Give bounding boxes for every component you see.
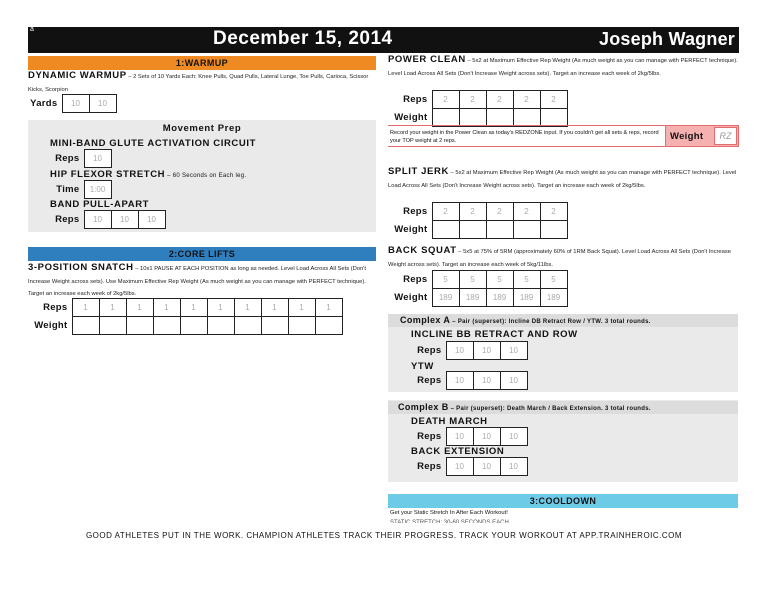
weight-cell[interactable]	[234, 317, 261, 335]
ytw-table	[410, 371, 528, 390]
reps-cell[interactable]: 10	[446, 428, 473, 446]
power-clean-table	[388, 90, 568, 127]
movement-prep-title: Movement Prep	[162, 123, 242, 134]
weight-label: Weight	[394, 224, 428, 235]
reps-cell[interactable]: 10	[138, 211, 165, 229]
reps-cell[interactable]: 10	[446, 372, 473, 390]
weight-cell[interactable]	[513, 221, 540, 239]
weight-cell[interactable]: 189	[432, 289, 459, 307]
power-clean-block	[388, 54, 738, 80]
reps-label: Reps	[417, 375, 442, 386]
snatch-block	[28, 262, 376, 301]
hip-flexor-desc: – 60 Seconds on Each leg.	[165, 173, 247, 179]
athlete-name: Joseph Wagner	[599, 29, 735, 49]
reps-label: Reps	[403, 94, 428, 105]
back-extension-title: BACK EXTENSION	[411, 446, 505, 457]
reps-label: Reps	[403, 206, 428, 217]
reps-cell[interactable]: 1	[99, 299, 126, 317]
incline-row-table	[410, 341, 528, 360]
weight-cell[interactable]	[486, 109, 513, 127]
footer-tagline: GOOD ATHLETES PUT IN THE WORK. CHAMPION ATHLETES TRACK THEIR PROGRESS. TRACK YOUR WORKOUT AT APP.TRAINHEROIC.COM	[85, 531, 683, 540]
death-march-table	[410, 427, 528, 446]
ytw-title: YTW	[411, 361, 434, 372]
back-squat-table	[388, 270, 568, 307]
back-squat-block	[388, 245, 740, 271]
weight-cell[interactable]	[432, 109, 459, 127]
weight-cell[interactable]	[432, 221, 459, 239]
power-clean-desc: – 5x2 at Maximum Effective Rep Weight (As much weight as you can manage with PERFECT technique). Level Load Across All Sets (Don't Increase Weight across sets). Target an increase each week of 2kg/5lbs.	[388, 58, 738, 77]
complex-a-header	[388, 314, 738, 327]
reps-label: Reps	[417, 431, 442, 442]
weight-cell[interactable]	[486, 221, 513, 239]
reps-cell[interactable]: 10	[446, 458, 473, 476]
reps-label: Reps	[55, 153, 80, 164]
reps-cell[interactable]: 1	[207, 299, 234, 317]
time-label: Time	[56, 184, 80, 195]
weight-cell[interactable]	[540, 109, 567, 127]
death-march-title: DEATH MARCH	[411, 416, 488, 427]
snatch-desc: – 10x1 PAUSE AT EACH POSITION as long as needed. Level Load Across All Sets (Don't Increase Weight across sets). Use Maximum Effective Rep Weight (As much weight as you can manage with PERFECT technique). Target an increase each week of 2kg/5lbs.	[28, 266, 367, 297]
weight-label: Weight	[34, 320, 68, 331]
reps-cell[interactable]: 10	[446, 342, 473, 360]
weight-cell[interactable]: 189	[459, 289, 486, 307]
reps-cell[interactable]: 1	[180, 299, 207, 317]
incline-row-title: INCLINE BB RETRACT AND ROW	[411, 329, 578, 340]
weight-cell[interactable]	[540, 221, 567, 239]
band-reps-table	[48, 210, 166, 229]
weight-cell[interactable]	[180, 317, 207, 335]
complex-a-desc: – Pair (superset): Incline DB Retract Row / YTW. 3 total rounds.	[450, 319, 651, 325]
reps-cell[interactable]: 2	[459, 91, 486, 109]
hip-flexor-block	[50, 169, 246, 180]
complex-b-header	[388, 401, 738, 414]
reps-cell[interactable]: 10	[84, 211, 111, 229]
weight-cell[interactable]	[315, 317, 342, 335]
page-header	[28, 27, 739, 53]
weight-cell[interactable]	[459, 221, 486, 239]
weight-label: Weight	[394, 112, 428, 123]
reps-cell[interactable]: 1	[234, 299, 261, 317]
weight-cell[interactable]	[126, 317, 153, 335]
split-jerk-table	[388, 202, 568, 239]
workout-date: December 15, 2014	[213, 28, 393, 49]
reps-label: Reps	[55, 214, 80, 225]
reps-cell[interactable]: 2	[432, 91, 459, 109]
reps-label: Reps	[417, 345, 442, 356]
reps-cell[interactable]: 1	[153, 299, 180, 317]
weight-cell[interactable]: 189	[540, 289, 567, 307]
yards-cell[interactable]: 10	[89, 95, 116, 113]
yards-table	[28, 94, 117, 113]
reps-cell[interactable]: 2	[540, 203, 567, 221]
reps-cell[interactable]: 2	[459, 203, 486, 221]
weight-cell[interactable]: 189	[513, 289, 540, 307]
complex-b-title: Complex B	[398, 402, 449, 412]
weight-cell[interactable]	[513, 109, 540, 127]
warmup-section-bar: 1:WARMUP	[28, 56, 376, 70]
back-squat-title: BACK SQUAT	[388, 245, 457, 256]
reps-cell[interactable]: 2	[486, 91, 513, 109]
miniband-table	[48, 149, 112, 168]
reps-cell[interactable]: 1	[315, 299, 342, 317]
reps-label: Reps	[403, 274, 428, 285]
reps-cell[interactable]: 10	[111, 211, 138, 229]
snatch-table	[28, 298, 343, 335]
band-pull-apart-title: BAND PULL-APART	[50, 199, 150, 210]
reps-cell[interactable]: 1	[126, 299, 153, 317]
weight-cell[interactable]	[459, 109, 486, 127]
complex-a-title: Complex A	[400, 315, 451, 325]
reps-cell[interactable]: 10	[500, 428, 527, 446]
reps-cell[interactable]: 5	[513, 271, 540, 289]
power-clean-title: POWER CLEAN	[388, 54, 466, 65]
split-jerk-block	[388, 166, 738, 192]
hip-flexor-title: HIP FLEXOR STRETCH	[50, 169, 166, 180]
redzone-weight-label: Weight	[670, 131, 704, 142]
reps-cell[interactable]: 2	[432, 203, 459, 221]
reps-cell[interactable]: 10	[473, 342, 500, 360]
reps-cell[interactable]: 1	[288, 299, 315, 317]
weight-label: Weight	[394, 292, 428, 303]
complex-b-desc: – Pair (superset): Death March / Back Extension. 3 total rounds.	[448, 406, 651, 412]
split-jerk-desc: – 5x2 at Maximum Effective Rep Weight (As much weight as you can manage with PERFECT technique). Level Load Across All Sets (Don't Increase Weight across sets). Target an increase each week of 2kg/5lbs.	[388, 170, 737, 189]
yards-label: Yards	[30, 98, 58, 109]
reps-cell[interactable]: 10	[473, 428, 500, 446]
reps-cell[interactable]: 10	[500, 458, 527, 476]
split-jerk-title: SPLIT JERK	[388, 166, 449, 177]
dynamic-warmup-block	[28, 70, 376, 96]
reps-cell[interactable]: 2	[486, 203, 513, 221]
time-cell[interactable]: 1:00	[84, 181, 111, 199]
redzone-input[interactable]: RZ	[714, 127, 737, 145]
cooldown-text: Get your Static Stretch In After Each Workout!	[390, 510, 508, 516]
weight-cell[interactable]	[153, 317, 180, 335]
corner-mark: a	[30, 26, 34, 33]
reps-cell[interactable]: 5	[432, 271, 459, 289]
reps-cell[interactable]: 10	[500, 372, 527, 390]
hip-time-table	[48, 180, 112, 199]
reps-cell[interactable]: 2	[513, 91, 540, 109]
reps-label: Reps	[43, 302, 68, 313]
dynamic-warmup-desc: – 2 Sets of 10 Yards Each: Knee Pulls, Quad Pulls, Lateral Lunge, Toe Pulls, Carioca, Scissor Kicks, Scorpion	[28, 74, 369, 93]
dynamic-warmup-title: DYNAMIC WARMUP	[28, 70, 127, 81]
weight-cell[interactable]	[207, 317, 234, 335]
cooldown-clipped-text: STATIC STRETCH: 30-60 SECONDS EACH	[390, 520, 509, 523]
weight-cell[interactable]	[261, 317, 288, 335]
reps-cell[interactable]: 2	[540, 91, 567, 109]
reps-cell[interactable]: 10	[500, 342, 527, 360]
weight-cell[interactable]	[288, 317, 315, 335]
reps-cell[interactable]: 10	[473, 458, 500, 476]
reps-cell[interactable]: 5	[459, 271, 486, 289]
back-squat-desc: – 5x5 at 75% of 5RM (approximately 60% of 1RM Back Squat). Level Load Across All Sets (Don't Increase Weight across sets). Target an increase each week of 5kg/11lbs.	[388, 249, 731, 268]
yards-cell[interactable]: 10	[62, 95, 89, 113]
redzone-note: Record your weight in the Power Clean as today's REDZONE input. If you couldn't get all sets & reps, record your TOP weight at 2 reps.	[388, 125, 665, 147]
core-lifts-section-bar: 2:CORE LIFTS	[28, 247, 376, 261]
weight-cell[interactable]	[72, 317, 99, 335]
reps-cell[interactable]: 2	[513, 203, 540, 221]
reps-cell[interactable]: 10	[473, 372, 500, 390]
reps-cell[interactable]: 10	[84, 150, 111, 168]
redzone-box	[665, 125, 739, 147]
back-extension-table	[410, 457, 528, 476]
reps-cell[interactable]: 5	[486, 271, 513, 289]
miniband-title: MINI-BAND GLUTE ACTIVATION CIRCUIT	[50, 138, 256, 149]
snatch-title: 3-POSITION SNATCH	[28, 262, 134, 273]
reps-cell[interactable]: 5	[540, 271, 567, 289]
reps-cell[interactable]: 1	[261, 299, 288, 317]
reps-label: Reps	[417, 461, 442, 472]
cooldown-section-bar: 3:COOLDOWN	[388, 494, 738, 508]
weight-cell[interactable]: 189	[486, 289, 513, 307]
weight-cell[interactable]	[99, 317, 126, 335]
reps-cell[interactable]: 1	[72, 299, 99, 317]
